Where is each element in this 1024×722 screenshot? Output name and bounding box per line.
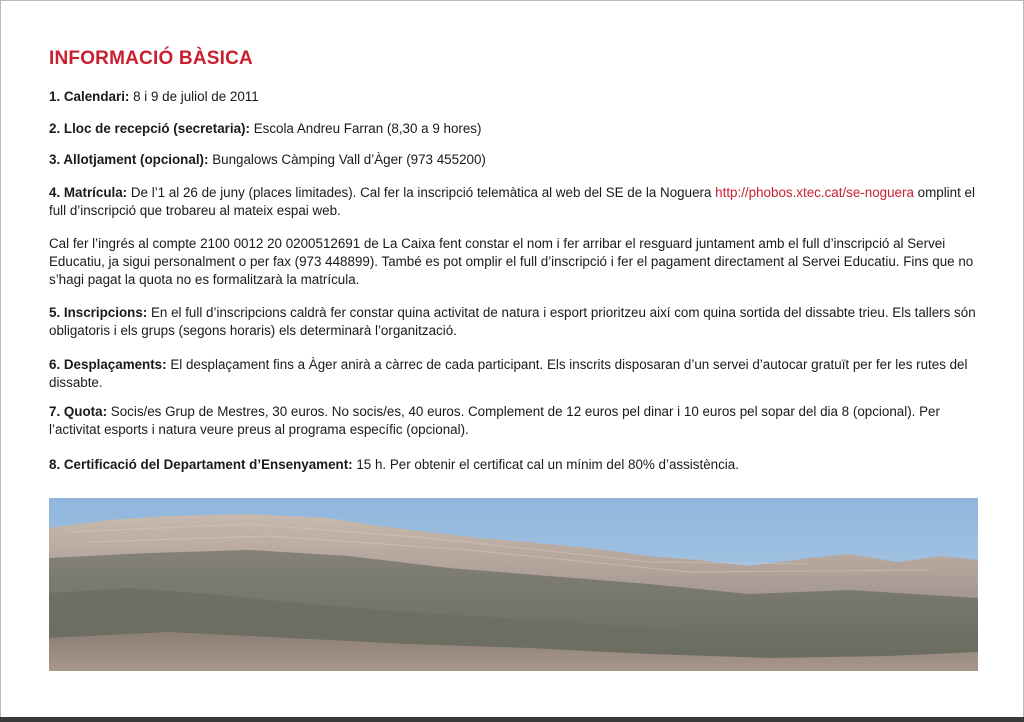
desplacaments-text: El desplaçament fins a Àger anirà a càrrec de cada participant. Els inscrits disposaran d’un servei d’autocar gratuït per fer les rutes del dissabte. (49, 357, 968, 390)
item-certificacio (49, 456, 739, 474)
matricula-link[interactable]: http://phobos.xtec.cat/se-noguera (715, 185, 914, 200)
certificacio-label: 8. Certificació del Departament d’Ensenyament: (49, 457, 353, 472)
item-matricula (49, 184, 979, 220)
lloc-text: Escola Andreu Farran (8,30 a 9 hores) (253, 121, 482, 136)
matricula-label: 4. Matrícula: (49, 185, 128, 200)
calendari-label: 1. Calendari: (49, 89, 130, 104)
mountain-photo (49, 498, 978, 671)
quota-label: 7. Quota: (49, 404, 108, 419)
item-calendari (49, 88, 259, 106)
certificacio-text: 15 h. Per obtenir el certificat cal un mínim del 80% d’assistència. (356, 457, 739, 472)
inscripcions-label: 5. Inscripcions: (49, 305, 148, 320)
inscripcions-text: En el full d’inscripcions caldrà fer constar quina activitat de natura i esport prioritzeu així com quina sortida del dissabte trieu. Els tallers són obligatoris i els grups (segons horaris) els determinarà l’organització. (49, 305, 976, 338)
item-inscripcions (49, 304, 979, 340)
page-bottom-border (0, 717, 1024, 722)
desplacaments-label: 6. Desplaçaments: (49, 357, 167, 372)
item-ingres: Cal fer l’ingrés al compte 2100 0012 20 0200512691 de La Caixa fent constar el nom i fer arribar el resguard juntament amb el full d’inscripció al Servei Educatiu, ja sigui personalment o per fax (973 448899). També es pot omplir el full d’inscripció i fer el pagament directament al Servei Educatiu. Fins que no s’hagi pagat la quota no es formalitzarà la matrícula. (49, 236, 974, 287)
matricula-text-after: omplint el full d’inscripció que trobareu al mateix espai web. (49, 185, 975, 218)
section-title: INFORMACIÓ BÀSICA (49, 48, 253, 69)
info-section (49, 48, 979, 472)
item-allotjament (49, 151, 486, 169)
item-quota (49, 403, 979, 439)
item-lloc (49, 120, 481, 138)
allotjament-text: Bungalows Càmping Vall d’Àger (973 455200) (212, 152, 486, 167)
allotjament-label: 3. Allotjament (opcional): (49, 152, 209, 167)
matricula-text-before: De l’1 al 26 de juny (places limitades). Cal fer la inscripció telemàtica al web del SE de la Noguera (130, 185, 712, 200)
quota-text: Socis/es Grup de Mestres, 30 euros. No socis/es, 40 euros. Complement de 12 euros pel dinar i 10 euros pel sopar del dia 8 (opcional). Per l’activitat esports i natura veure preus al programa específic (opcional). (49, 404, 940, 437)
item-desplacaments (49, 356, 979, 392)
calendari-text: 8 i 9 de juliol de 2011 (133, 89, 259, 104)
lloc-label: 2. Lloc de recepció (secretaria): (49, 121, 250, 136)
mountain-landscape (49, 498, 978, 671)
